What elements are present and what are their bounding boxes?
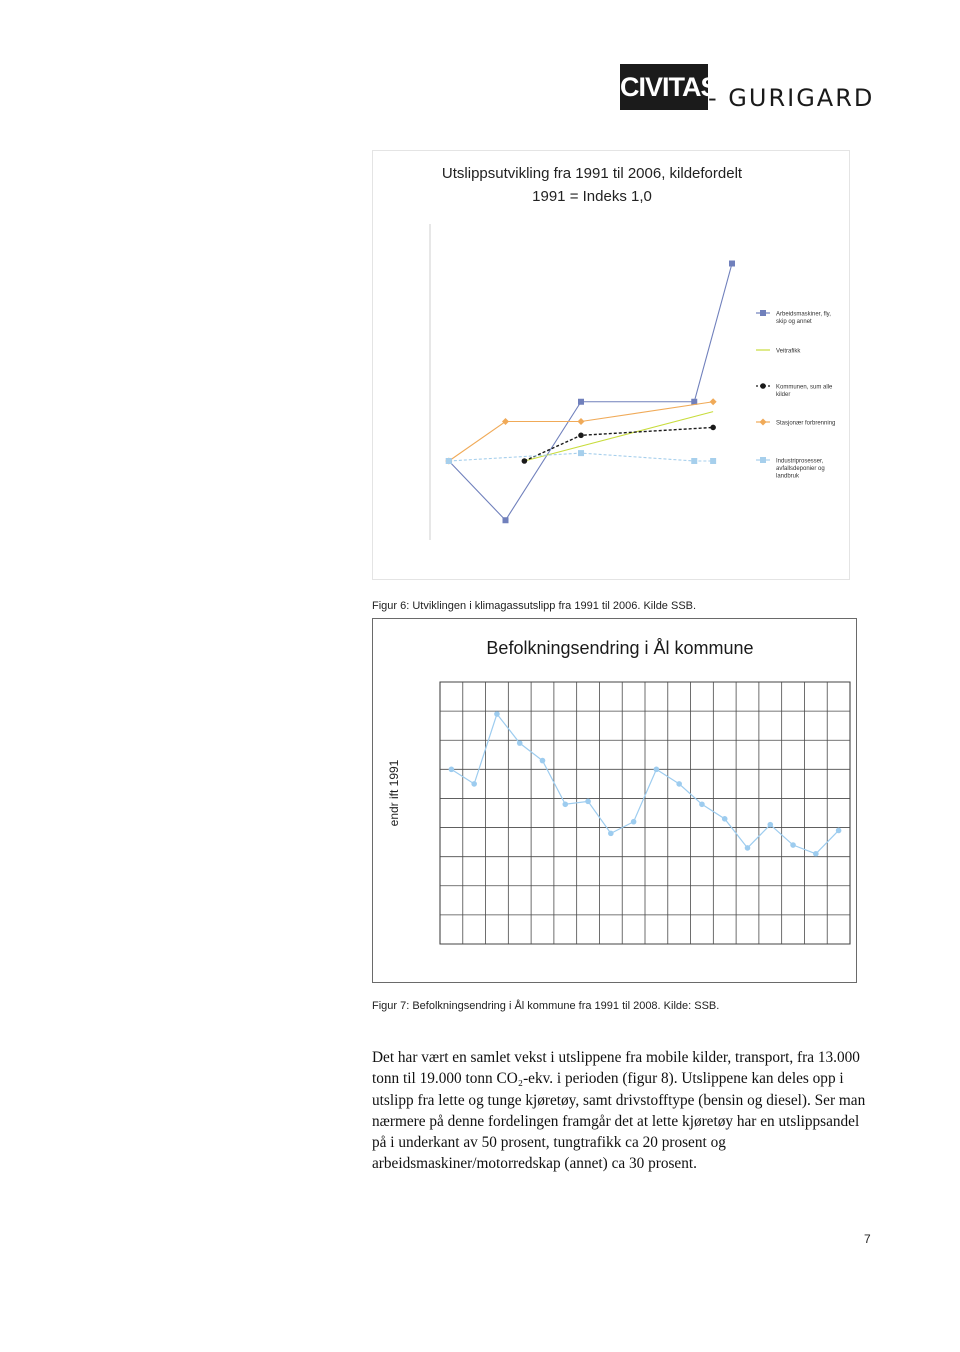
page-number: 7 [864,1232,871,1246]
chart2-data-point [540,758,546,764]
chart1-data-point [503,517,509,523]
chart1-data-point [710,425,716,431]
chart2-data-point [722,816,728,822]
chart2-data-point [699,801,705,807]
chart1-data-point [578,433,584,439]
chart1-legend-label-line: Industriprosesser, [776,458,824,465]
chart2-data-point [608,831,614,837]
chart2-data-point [767,822,773,828]
chart1-legend-label-line: Stasjonær forbrenning [776,420,836,427]
chart1-data-point [522,458,528,464]
chart2-data-point [813,851,819,857]
chart1-legend-marker [760,457,766,463]
figure7-caption: Figur 7: Befolkningsendring i Ål kommune fra 1991 til 2008. Kilde: SSB. [372,1000,720,1012]
population-chart [372,618,858,984]
chart1-subtitle: 1991 = Indeks 1,0 [532,188,652,205]
chart1-data-point [710,458,716,464]
chart1-data-point [578,450,584,456]
chart1-legend-label-line: kilder [776,392,791,398]
chart2-data-point [517,740,523,746]
chart1-legend-label-line: landbruk [776,473,800,480]
chart1-legend-label [776,312,831,326]
chart2-data-point [494,711,500,717]
chart2-data-point [836,828,842,834]
chart1-legend-label-line: avfallsdeponier og [776,466,825,472]
chart2-data-point [585,799,591,805]
chart2-data-point [745,845,751,851]
chart1-legend [756,310,835,480]
chart2-data-point [676,781,682,787]
chart2-data-point [790,842,796,848]
chart1-legend-label-line: Arbeidsmaskiner, fly, [776,311,831,318]
chart1-legend-label-line: skip og annet [776,319,812,325]
chart2-data-point [471,781,477,787]
chart1-series-line [524,412,713,461]
chart2-data-point [654,767,660,773]
chart1-data-point [578,418,585,425]
civitas-logo: CIVITAS [620,64,708,110]
chart1-frame [373,151,850,580]
chart1-legend-label [776,459,825,480]
chart1-legend-label [776,385,833,399]
chart1-series-line [449,264,732,521]
chart1-legend-label-line: Veitrafikk [776,348,801,355]
chart2-y-axis-label: endr ift 1991 [387,759,401,827]
chart1-legend-label-line: Kommunen, sum alle [776,384,833,391]
chart1-legend-marker [760,310,766,316]
chart2-title: Befolkningsendring i Ål kommune [486,638,754,658]
chart2-data-point [631,819,637,825]
chart1-plot-area [445,261,735,524]
chart1-data-point [710,398,717,405]
chart1-data-point [578,399,584,405]
chart1-legend-label [776,349,801,355]
emissions-chart [372,150,850,590]
chart2-data-point [562,801,568,807]
chart1-data-point [502,418,509,425]
brand-name: - GURIGARD [708,84,875,112]
chart1-legend-marker [760,419,767,426]
chart1-data-point [446,458,452,464]
chart1-data-point [691,458,697,464]
chart2-frame [373,619,857,983]
chart1-legend-label [776,421,835,427]
chart1-title: Utslippsutvikling fra 1991 til 2006, kildefordelt [441,165,743,182]
chart1-legend-marker [760,383,766,389]
chart2-data-point [449,767,455,773]
body-paragraph: Det har vært en samlet vekst i utslippene fra mobile kilder, transport, fra 13.000 tonn til 19.000 tonn CO₂-ekv. i perioden (figur 8). Utslippene kan deles opp i utslipp fra lette og tunge kjøretøy, samt drivstofftype (bensin og diesel). Ser man nærmere på denne fordelingen framgår det at lette kjøretøy har en utslippsandel på i underkant av 50 prosent, tungtrafikk ca 20 prosent og arbeidsmaskiner/motorredskap (annet) ca 30 prosent. [372,1049,866,1173]
chart1-data-point [729,261,735,267]
figure6-caption: Figur 6: Utviklingen i klimagassutslipp fra 1991 til 2006. Kilde SSB. [372,600,697,612]
